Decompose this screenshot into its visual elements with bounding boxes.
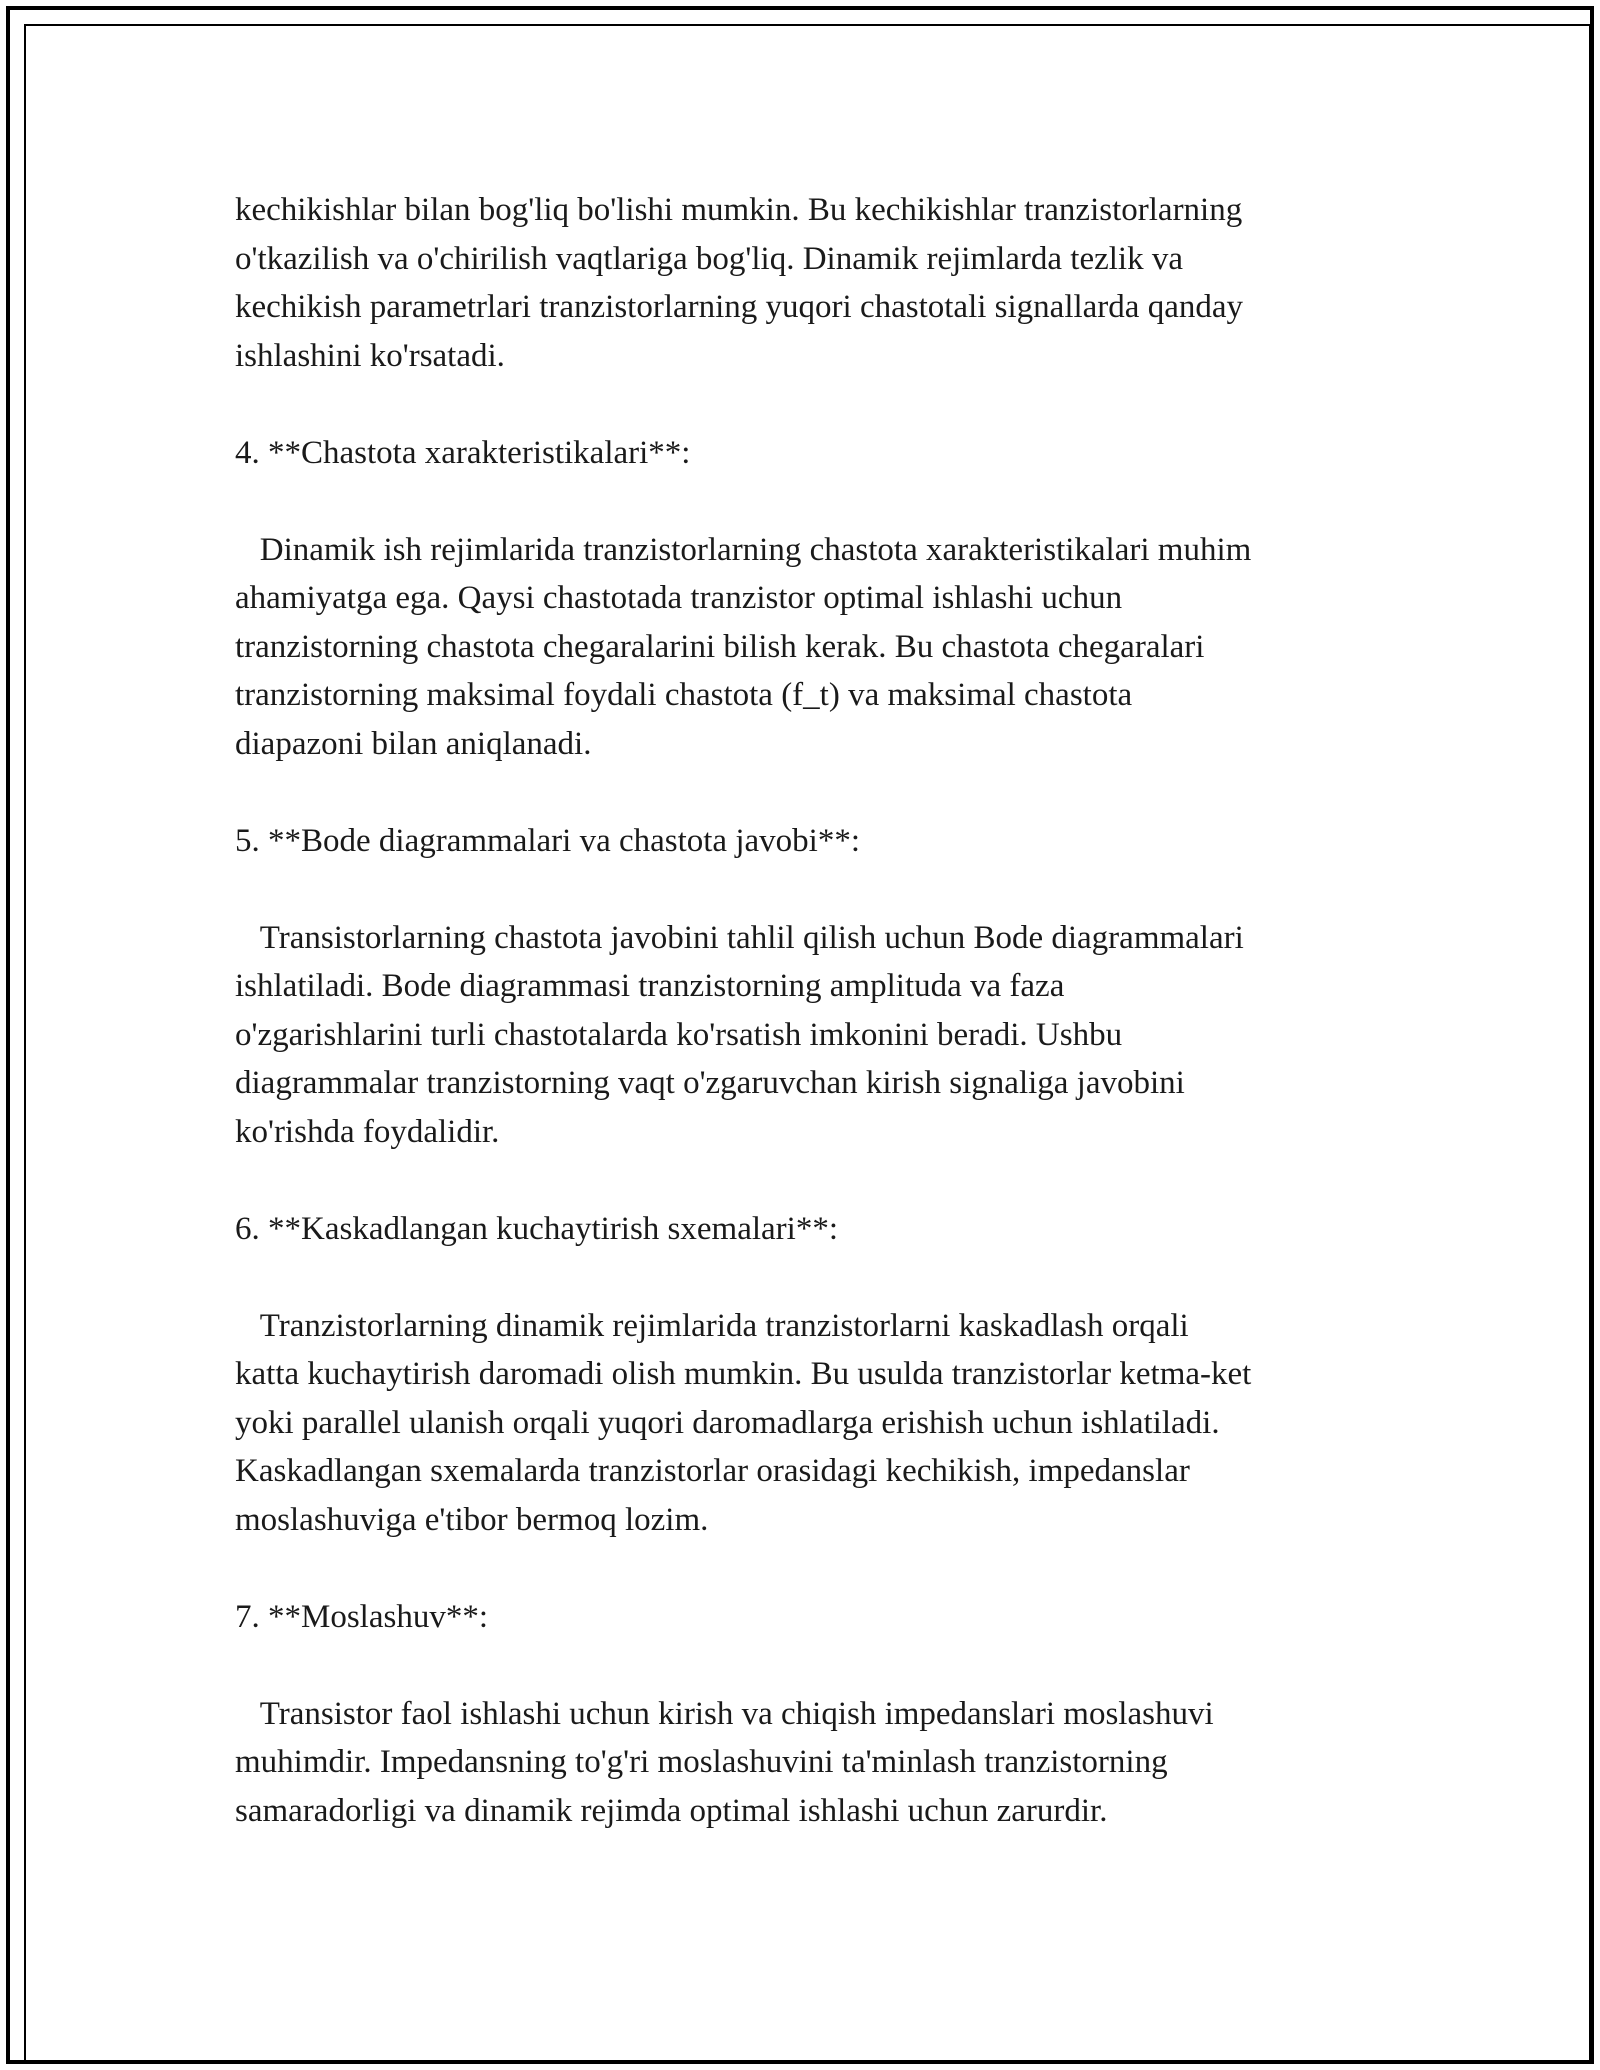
- spacer: [235, 865, 1375, 914]
- spacer: [235, 1156, 1375, 1205]
- spacer: [235, 768, 1375, 817]
- heading-bode-diagrams: 5. **Bode diagrammalari va chastota javobi**:: [235, 822, 860, 859]
- spacer: [235, 477, 1375, 526]
- paragraph-matching: Transistor faol ishlashi uchun kirish va chiqish impedanslari moslashuvi muhimdir. Impedansning to'g'ri moslashuvini ta'minlash tranzistorning samaradorligi va dinamik rejimda optimal ishlashi uchun zarurdir.: [235, 1695, 1214, 1829]
- heading-matching: 7. **Moslashuv**:: [235, 1598, 489, 1635]
- spacer: [235, 1641, 1375, 1690]
- spacer: [235, 1253, 1375, 1302]
- paragraph-bode-diagrams: Transistorlarning chastota javobini tahlil qilish uchun Bode diagrammalari ishlatiladi. Bode diagrammasi tranzistorning amplituda va faza o'zgarishlarini turli chastotalarda ko'rsatish imkonini beradi. Ushbu diagrammalar tranzistorning vaqt o'zgaruvchan kirish signaliga javobini ko'rishda foydalidir.: [235, 919, 1244, 1150]
- document-body: [235, 186, 1375, 1835]
- heading-frequency-characteristics: 4. **Chastota xarakteristikalari**:: [235, 434, 691, 471]
- paragraph-frequency-characteristics: Dinamik ish rejimlarida tranzistorlarning chastota xarakteristikalari muhim ahamiyatga ega. Qaysi chastotada tranzistor optimal ishlashi uchun tranzistorning chastota chegaralarini bilish kerak. Bu chastota chegaralari tranzistorning maksimal foydali chastota (f_t) va maksimal chastota diapazoni bilan aniqlanadi.: [235, 531, 1252, 762]
- spacer: [235, 380, 1375, 429]
- heading-cascaded-amplifiers: 6. **Kaskadlangan kuchaytirish sxemalari**:: [235, 1210, 839, 1247]
- spacer: [235, 1544, 1375, 1593]
- paragraph-delay-continuation: kechikishlar bilan bog'liq bo'lishi mumkin. Bu kechikishlar tranzistorlarning o'tkazilish va o'chirilish vaqtlariga bog'liq. Dinamik rejimlarda tezlik va kechikish parametrlari tranzistorlarning yuqori chastotali signallarda qanday ishlashini ko'rsatadi.: [235, 192, 1243, 374]
- paragraph-cascaded-amplifiers: Tranzistorlarning dinamik rejimlarida tranzistorlarni kaskadlash orqali katta kuchaytirish daromadi olish mumkin. Bu usulda tranzistorlar ketma-ket yoki parallel ulanish orqali yuqori daromadlarga erishish uchun ishlatiladi. Kaskadlangan sxemalarda tranzistorlar orasidagi kechikish, impedanslar moslashuviga e'tibor bermoq lozim.: [235, 1307, 1252, 1538]
